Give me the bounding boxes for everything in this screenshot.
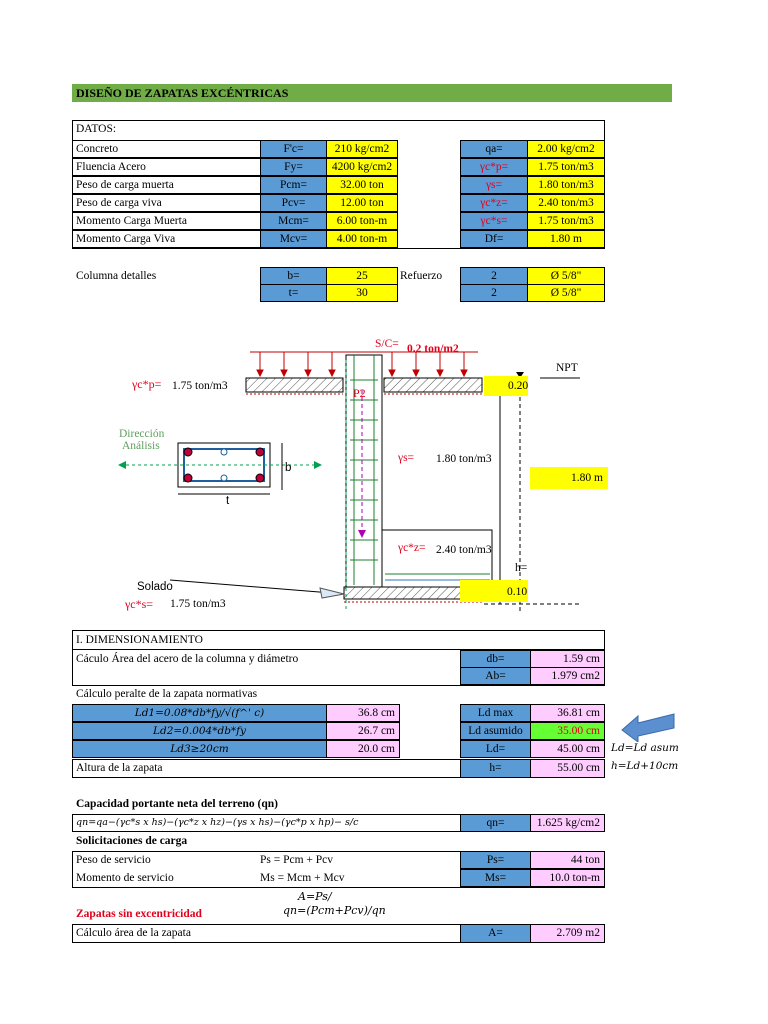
analisis-label: Análisis bbox=[122, 440, 160, 452]
qn-value: 1.625 kg/cm2 bbox=[530, 814, 605, 832]
datos-symbol: Fy= bbox=[260, 158, 327, 176]
datos-value-2: 1.80 m bbox=[527, 230, 605, 248]
columna-label: Columna detalles bbox=[76, 270, 157, 282]
datos-value: 4200 kg/cm2 bbox=[326, 158, 398, 176]
gcp-label: γc*p= bbox=[132, 377, 162, 391]
datos-symbol-2: γs= bbox=[460, 176, 528, 194]
ab-symbol: Ab= bbox=[460, 667, 531, 685]
load-arrows bbox=[257, 352, 467, 376]
ld3-value: 20.0 cm bbox=[326, 740, 400, 758]
datos-label: Peso de carga viva bbox=[72, 194, 261, 212]
refuerzo-label: Refuerzo bbox=[400, 270, 443, 282]
a-symbol: A= bbox=[460, 924, 531, 943]
ldmax-symbol: Ld max bbox=[460, 704, 531, 722]
datos-symbol-2: γc*p= bbox=[460, 158, 528, 176]
t-symbol: t= bbox=[260, 284, 327, 302]
datos-value-2: 2.40 ton/m3 bbox=[527, 194, 605, 212]
gcp-value: 1.75 ton/m3 bbox=[172, 380, 228, 392]
ps-label: Peso de servicio bbox=[76, 854, 151, 866]
dim-header: I. DIMENSIONAMIENTO bbox=[72, 630, 605, 650]
p2-label: P2 bbox=[353, 386, 366, 400]
datos-header: DATOS: bbox=[76, 123, 117, 135]
datos-symbol: Pcm= bbox=[260, 176, 327, 194]
h-value: 55.00 cm bbox=[530, 759, 605, 778]
qn-formula: qn=qa−(γc*s x hs)−(γc*z x hz)−(γs x hs)−(γc*p x hp)− s/c bbox=[72, 814, 461, 832]
ld-arrow-icon bbox=[620, 706, 676, 742]
area-formula-2: qn=(Pcm+Pcv)/qn bbox=[283, 904, 386, 917]
sc-value: 0.2 ton/m2 bbox=[407, 343, 459, 355]
ms-formula: Ms = Mcm + Mcv bbox=[260, 872, 345, 884]
datos-symbol-2: qa= bbox=[460, 140, 528, 158]
page-title: DISEÑO DE ZAPATAS EXCÉNTRICAS bbox=[76, 86, 289, 100]
datos-label: Peso de carga muerta bbox=[72, 176, 261, 194]
gcs-label: γc*s= bbox=[125, 597, 154, 611]
ref1-count: 2 bbox=[460, 267, 528, 285]
h-label: h= bbox=[515, 562, 528, 574]
area-label: Cáculo Área del acero de la columna y diámetro bbox=[76, 653, 299, 665]
datos-label: Momento Carga Muerta bbox=[72, 212, 261, 230]
dim-bot: 0.10 bbox=[507, 586, 528, 598]
altura-label: Altura de la zapata bbox=[76, 762, 163, 774]
datos-symbol: Mcm= bbox=[260, 212, 327, 230]
datos-value-2: 1.75 ton/m3 bbox=[527, 158, 605, 176]
ms-label: Momento de servicio bbox=[76, 872, 174, 884]
datos-value: 12.00 ton bbox=[326, 194, 398, 212]
datos-label: Momento Carga Viva bbox=[72, 230, 261, 248]
datos-label: Concreto bbox=[72, 140, 261, 158]
b-symbol: b= bbox=[260, 267, 327, 285]
ms-symbol: Ms= bbox=[460, 869, 531, 887]
ld-symbol: Ld= bbox=[460, 740, 531, 758]
datos-value-2: 1.80 ton/m3 bbox=[527, 176, 605, 194]
section-b-label: b bbox=[285, 462, 292, 474]
t-value: 30 bbox=[326, 284, 398, 302]
datos-value: 210 kg/cm2 bbox=[326, 140, 398, 158]
ref1-diameter: Ø 5/8" bbox=[527, 267, 605, 285]
datos-symbol-2: γc*s= bbox=[460, 212, 528, 230]
ps-formula: Ps = Pcm + Pcv bbox=[260, 854, 334, 866]
peralte-label: Cálculo peralte de la zapata normativas bbox=[76, 688, 258, 700]
datos-symbol-2: Df= bbox=[460, 230, 528, 248]
db-symbol: db= bbox=[460, 650, 531, 668]
df-value: 1.80 m bbox=[571, 472, 603, 484]
ab-value: 1.979 cm2 bbox=[530, 667, 605, 685]
db-value: 1.59 cm bbox=[530, 650, 605, 668]
ref2-diameter: Ø 5/8" bbox=[527, 284, 605, 302]
solado-label: Solado bbox=[137, 581, 173, 593]
sinexc-header: Zapatas sin excentricidad bbox=[76, 908, 202, 920]
gs-value: 1.80 ton/m3 bbox=[436, 453, 492, 465]
datos-value: 6.00 ton-m bbox=[326, 212, 398, 230]
ms-value: 10.0 ton-m bbox=[530, 869, 605, 887]
h-note: h=Ld+10cm bbox=[611, 760, 679, 772]
ld1-formula: Ld1=0.08*db*fy/√(f^' c) bbox=[72, 704, 327, 722]
dim-top: 0.20 bbox=[508, 380, 529, 392]
npt-label: NPT bbox=[556, 362, 578, 374]
gcz-value: 2.40 ton/m3 bbox=[436, 544, 492, 556]
datos-label: Fluencia Acero bbox=[72, 158, 261, 176]
datos-symbol: F'c= bbox=[260, 140, 327, 158]
area-formula-1: A=Ps/ bbox=[298, 890, 332, 903]
datos-symbol: Pcv= bbox=[260, 194, 327, 212]
gcs-value: 1.75 ton/m3 bbox=[170, 598, 226, 610]
gs-label: γs= bbox=[398, 452, 415, 464]
ld2-formula: Ld2=0.004*db*fy bbox=[72, 722, 327, 740]
datos-value: 4.00 ton-m bbox=[326, 230, 398, 248]
datos-symbol-2: γc*z= bbox=[460, 194, 528, 212]
ld-value: 45.00 cm bbox=[530, 740, 605, 758]
ld1-value: 36.8 cm bbox=[326, 704, 400, 722]
section-t-label: t bbox=[226, 495, 230, 507]
datos-symbol: Mcv= bbox=[260, 230, 327, 248]
capacidad-header: Capacidad portante neta del terreno (qn) bbox=[76, 798, 278, 810]
ldasumido-symbol: Ld asumido bbox=[460, 722, 531, 740]
ldmax-value: 36.81 cm bbox=[530, 704, 605, 722]
a-value: 2.709 m2 bbox=[530, 924, 605, 943]
sc-label: S/C= bbox=[375, 338, 399, 350]
solicitaciones-header: Solicitaciones de carga bbox=[76, 835, 188, 847]
ld-note: Ld=Ld asum bbox=[611, 742, 679, 754]
datos-value-2: 1.75 ton/m3 bbox=[527, 212, 605, 230]
gcz-label: γc*z= bbox=[398, 542, 426, 554]
ps-symbol: Ps= bbox=[460, 851, 531, 869]
b-value: 25 bbox=[326, 267, 398, 285]
h-symbol: h= bbox=[460, 759, 531, 778]
direccion-label: Dirección bbox=[119, 428, 165, 440]
sinexc-label: Cálculo área de la zapata bbox=[76, 927, 191, 939]
ref2-count: 2 bbox=[460, 284, 528, 302]
ld3-formula: Ld3≥20cm bbox=[72, 740, 327, 758]
ld2-value: 26.7 cm bbox=[326, 722, 400, 740]
datos-value-2: 2.00 kg/cm2 bbox=[527, 140, 605, 158]
qn-symbol: qn= bbox=[460, 814, 531, 832]
ldasumido-value[interactable]: 35.00 cm bbox=[530, 722, 605, 740]
datos-value: 32.00 ton bbox=[326, 176, 398, 194]
ps-value: 44 ton bbox=[530, 851, 605, 869]
